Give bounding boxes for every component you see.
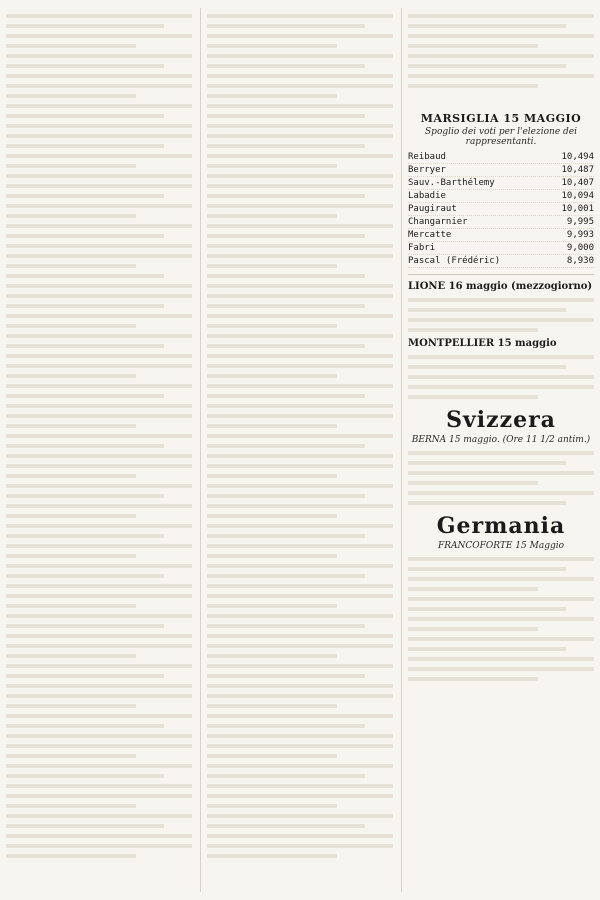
candidate-name: Berryer: [408, 165, 446, 175]
germania-heading: Germania: [436, 513, 566, 539]
svizzera-heading: Svizzera: [446, 407, 556, 433]
svizzera-dateline: BERNA 15 maggio. (Ore 11 1/2 antim.): [411, 435, 591, 445]
candidate-name: Paugiraut: [408, 204, 457, 214]
column-middle: [200, 8, 393, 892]
column-left: [6, 8, 192, 892]
table-row: [408, 242, 594, 255]
vote-count: 8,930: [566, 256, 594, 266]
column-right: [401, 8, 594, 892]
candidate-name: Sauv.-Barthélemy: [408, 178, 495, 188]
table-row: [408, 203, 594, 216]
marseille-subtitle: Spoglio dei voti per l'elezione dei rappresentanti.: [425, 127, 577, 147]
table-row: [408, 164, 594, 177]
vote-count: 9,993: [566, 230, 594, 240]
montpellier-heading: MONTPELLIER 15 maggio: [408, 338, 557, 349]
candidate-name: Mercatte: [408, 230, 452, 240]
columns: [6, 8, 594, 892]
marseille-title: MARSIGLIA 15 MAGGIO: [420, 112, 582, 125]
vote-count: 10,094: [561, 191, 594, 201]
germania-dateline: FRANCOFORTE 15 Maggio: [437, 541, 565, 551]
candidate-name: Labadie: [408, 191, 446, 201]
table-row: [408, 229, 594, 242]
vote-count: 10,001: [561, 204, 594, 214]
table-row: [408, 255, 594, 268]
candidate-name: Changarnier: [408, 217, 468, 227]
marseille-vote-table: [408, 151, 594, 268]
vote-count: 10,487: [561, 165, 594, 175]
candidate-name: Pascal (Frédéric): [408, 256, 501, 266]
vote-count: 10,494: [561, 152, 594, 162]
table-row: [408, 177, 594, 190]
vote-count: 9,995: [566, 217, 594, 227]
lione-heading: LIONE 16 maggio (mezzogiorno): [408, 281, 593, 292]
candidate-name: Reibaud: [408, 152, 446, 162]
table-row: [408, 151, 594, 164]
table-row: [408, 190, 594, 203]
table-row: [408, 216, 594, 229]
vote-count: 10,407: [561, 178, 594, 188]
vote-count: 9,000: [566, 243, 594, 253]
candidate-name: Fabri: [408, 243, 436, 253]
